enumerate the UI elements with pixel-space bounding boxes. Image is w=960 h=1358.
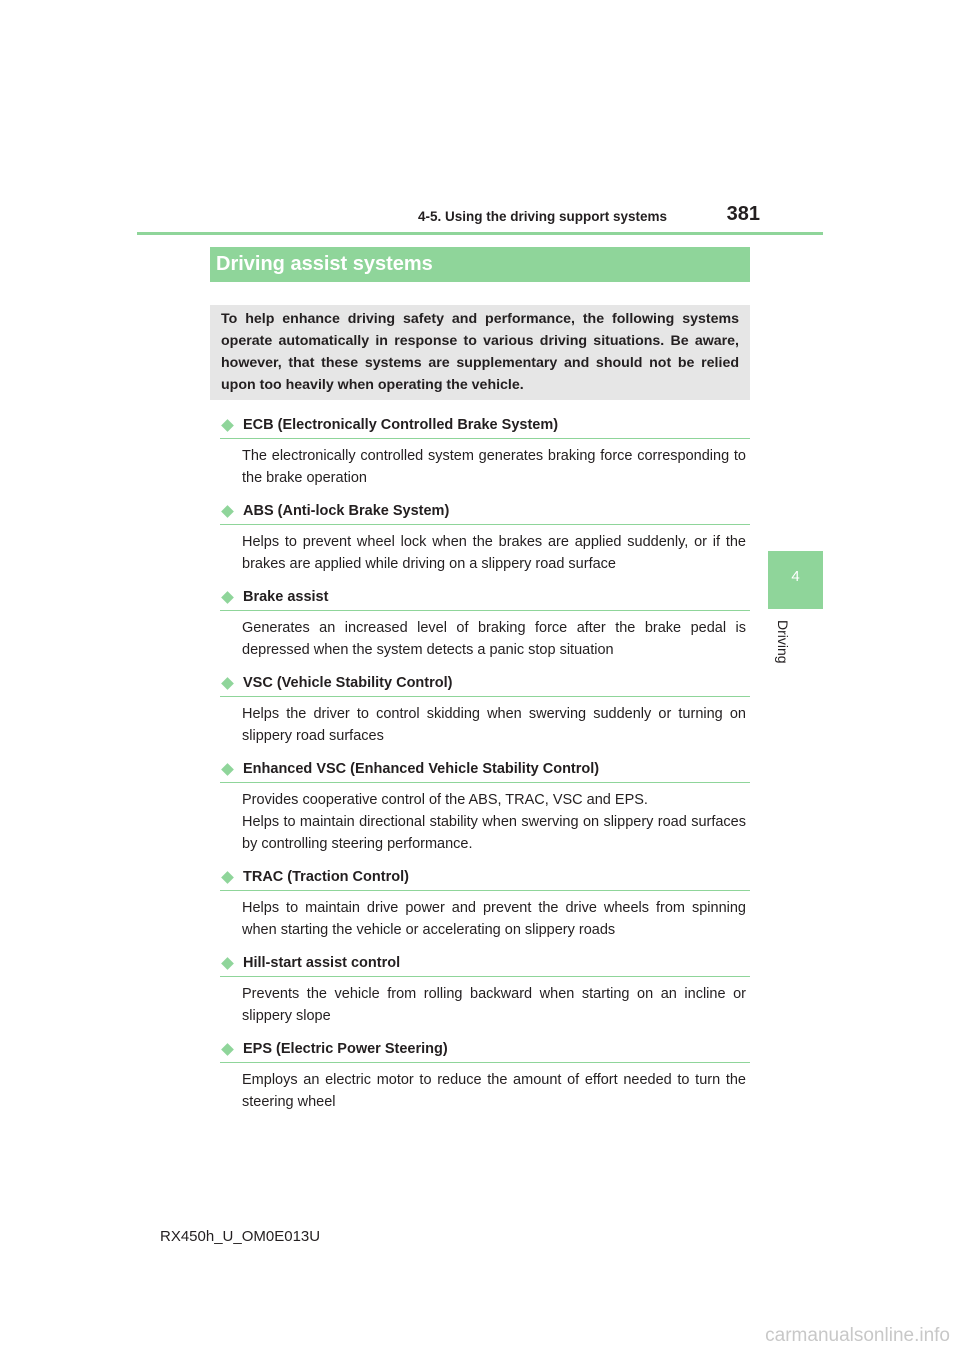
section-title-bar	[210, 247, 750, 282]
manual-code: RX450h_U_OM0E013U	[160, 1228, 321, 1245]
feature-description: Helps to prevent wheel lock when the brakes are applied suddenly, or if the brakes are applied while driving on a slippery road surface	[242, 534, 746, 572]
feature-description: Helps to maintain drive power and prevent the drive wheels from spinning when starting the vehicle or accelerating on slippery roads	[242, 900, 746, 938]
feature-heading	[220, 412, 750, 439]
feature-title: TRAC (Traction Control)	[243, 869, 409, 885]
feature-description: Employs an electric motor to reduce the amount of effort needed to turn the steering wheel	[242, 1072, 746, 1110]
page-number: 381	[726, 203, 760, 225]
feature-item-trac	[220, 864, 750, 941]
feature-item-eps	[220, 1036, 750, 1113]
diamond-bullet-icon	[221, 763, 234, 776]
chapter-label: Driving	[775, 620, 791, 664]
header-section-title: 4-5. Using the driving support systems	[417, 209, 667, 224]
header-divider	[137, 232, 823, 235]
feature-heading	[220, 1036, 750, 1063]
feature-description	[242, 789, 746, 855]
feature-title: VSC (Vehicle Stability Control)	[243, 675, 453, 691]
watermark: carmanualsonline.info	[765, 1325, 950, 1346]
feature-description-line: Helps to maintain directional stability when swerving on slippery road surfaces by controlling steering performance.	[242, 814, 746, 852]
chapter-number: 4	[791, 568, 800, 585]
diamond-bullet-icon	[221, 957, 234, 970]
feature-item-abs	[220, 498, 750, 575]
feature-item-ecb	[220, 412, 750, 489]
feature-title: ABS (Anti-lock Brake System)	[243, 503, 450, 519]
feature-title: ECB (Electronically Controlled Brake System)	[243, 417, 559, 433]
feature-heading	[220, 584, 750, 611]
diamond-bullet-icon	[221, 505, 234, 518]
feature-heading	[220, 670, 750, 697]
diamond-bullet-icon	[221, 419, 234, 432]
feature-heading	[220, 864, 750, 891]
feature-item-hill-start	[220, 950, 750, 1027]
intro-box	[210, 305, 750, 400]
feature-heading	[220, 498, 750, 525]
diamond-bullet-icon	[221, 591, 234, 604]
chapter-tab[interactable]	[768, 551, 823, 609]
feature-description: Prevents the vehicle from rolling backward when starting on an incline or slippery slope	[242, 986, 746, 1024]
feature-item-brake-assist	[220, 584, 750, 661]
feature-description: Generates an increased level of braking force after the brake pedal is depressed when the system detects a panic stop situation	[242, 620, 746, 658]
intro-text: To help enhance driving safety and performance, the following systems operate automatically in response to various driving situations. Be aware, however, that these systems are supplementary and should not be relied upon too heavily when operating the vehicle.	[221, 311, 739, 393]
feature-list	[220, 412, 750, 1122]
feature-title: EPS (Electric Power Steering)	[243, 1041, 448, 1057]
feature-item-enhanced-vsc	[220, 756, 750, 855]
diamond-bullet-icon	[221, 1043, 234, 1056]
feature-title: Brake assist	[243, 589, 329, 605]
feature-description-line: Provides cooperative control of the ABS, TRAC, VSC and EPS.	[242, 792, 648, 808]
feature-title: Enhanced VSC (Enhanced Vehicle Stability Control)	[243, 761, 600, 777]
section-title: Driving assist systems	[216, 253, 433, 275]
feature-heading	[220, 950, 750, 977]
diamond-bullet-icon	[221, 677, 234, 690]
feature-description: The electronically controlled system generates braking force corresponding to the brake operation	[242, 448, 746, 486]
diamond-bullet-icon	[221, 871, 234, 884]
feature-heading	[220, 756, 750, 783]
feature-item-vsc	[220, 670, 750, 747]
feature-title: Hill-start assist control	[243, 955, 401, 971]
feature-description: Helps the driver to control skidding when swerving suddenly or turning on slippery road surfaces	[242, 706, 746, 744]
